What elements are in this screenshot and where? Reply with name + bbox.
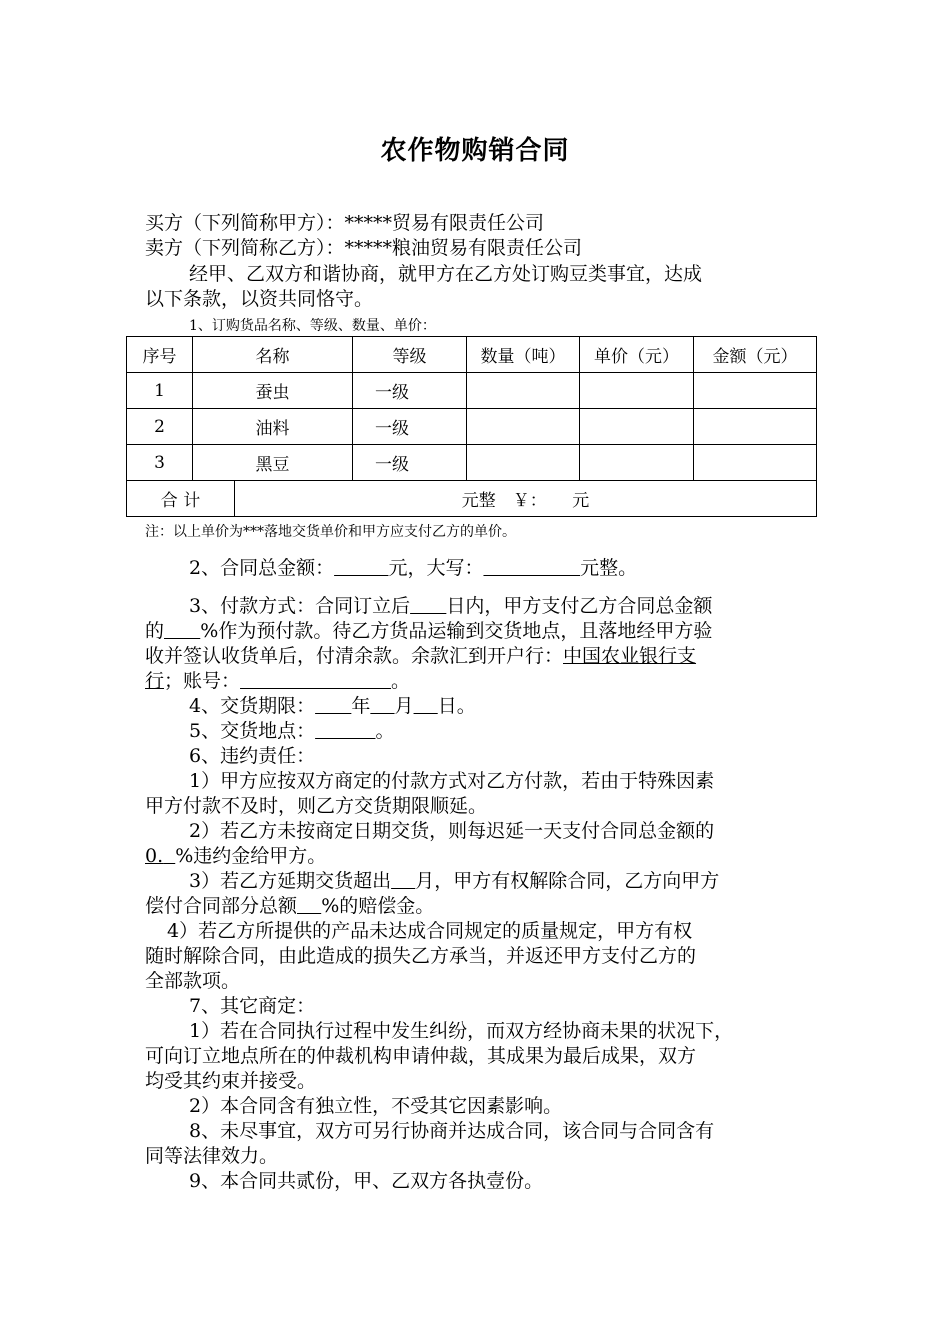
clause-3-line-4 [145,669,410,693]
total-label: 合 计 [127,481,235,517]
clause-3-text: 日内，甲方支付乙方合同总金额 [446,595,713,617]
clause-3-line-3 [145,644,696,668]
clause-6-3-text: 偿付合同部分总额 [145,895,298,917]
clause-7-heading: 7、其它商定： [189,995,316,1017]
clause-6-1-line-2: 甲方付款不及时，则乙方交货期限顺延。 [145,795,488,817]
table-row [127,445,817,481]
table-cell: 黑豆 [193,445,353,481]
clause-6-2-line-1: 2）若乙方未按商定日期交货，则每迟延一天支付合同总金额的 [189,820,715,842]
bank-name: 行 [145,670,165,692]
clause-6-2-text: %违约金给甲方。 [175,845,327,867]
table-cell: 一级 [353,373,467,409]
buyer-line: 买方（下列简称甲方）：*****贸易有限责任公司 [145,212,545,234]
table-cell [467,373,580,409]
clause-6-4-line-2: 随时解除合同，由此造成的损失乙方承当，并返还甲方支付乙方的 [145,945,697,967]
clause-3-text: %作为预付款。待乙方货品运输到交货地点，且落地经甲方验 [200,620,713,642]
table-cell: 1 [127,373,193,409]
table-cell: 一级 [353,409,467,445]
table-cell [467,445,580,481]
clause-3-text: 。 [391,670,411,692]
clause-5 [189,719,395,743]
blank-field[interactable] [483,557,580,579]
table-row [127,373,817,409]
total-value: 元整 ￥： 元 [235,481,817,517]
clause-6-4-line-3: 全部款项。 [145,970,241,992]
blank-field[interactable] [164,620,200,642]
header-cell: 数量（吨） [467,337,580,373]
clause-3-text: 3、付款方式：合同订立后 [189,595,411,617]
blank-field[interactable] [297,895,321,917]
clause-3-line-2 [145,619,712,643]
header-cell: 名称 [193,337,353,373]
clause-6-3-line-2 [145,894,434,918]
blank-field[interactable] [414,695,438,717]
clause-6-heading: 6、违约责任： [189,745,316,767]
clause-6-3-line-1 [189,869,719,893]
clause-7-2: 2）本合同含有独立性，不受其它因素影响。 [189,1095,563,1117]
table-cell [580,445,694,481]
header-cell: 序号 [127,337,193,373]
table-cell: 蚕虫 [193,373,353,409]
table-total-row [127,481,817,517]
table-cell [580,409,694,445]
bank-name: 中国农业银行支 [563,645,697,667]
seller-line: 卖方（下列简称乙方）：*****粮油贸易有限责任公司 [145,237,583,259]
header-cell: 单价（元） [580,337,694,373]
clause-3-text: 收并签认收货单后，付清余款。余款汇到开户行： [145,645,564,667]
clause-6-3-text: 3）若乙方延期交货超出 [189,870,392,892]
blank-field[interactable] [163,845,175,867]
clause-7-1-line-2: 可向订立地点所在的仲裁机构申请仲裁，其成果为最后成果，双方 [145,1045,697,1067]
clause-6-1-line-1: 1）甲方应按双方商定的付款方式对乙方付款，若由于特殊因素 [189,770,715,792]
table-cell [694,409,817,445]
blank-field[interactable] [334,557,388,579]
table-cell: 油料 [193,409,353,445]
clause-3-text: 的 [145,620,165,642]
clause-5-text: 5、交货地点： [189,720,316,742]
clause-2 [189,556,637,580]
goods-table [126,336,817,517]
clause-2-text: 元整。 [580,557,638,579]
header-cell: 金额（元） [694,337,817,373]
table-cell [694,445,817,481]
clause-2-text: 2、合同总金额： [189,557,335,579]
blank-field[interactable] [370,695,394,717]
blank-field[interactable] [410,595,446,617]
clause-6-2-line-2 [145,844,326,868]
clause-2-text: 元，大写： [388,557,484,579]
table-cell [580,373,694,409]
clause-7-1-line-3: 均受其约束并接受。 [145,1070,317,1092]
table-cell [467,409,580,445]
table-row [127,409,817,445]
table-cell: 3 [127,445,193,481]
intro-line-2: 以下条款，以资共同恪守。 [145,288,374,310]
clause-3-line-1 [189,594,712,618]
clause-4-text: 年 [351,695,371,717]
clause-1-heading: 1、订购货品名称、等级、数量、单价： [189,318,436,334]
clause-3-text: ；账号： [164,670,241,692]
table-cell: 一级 [353,445,467,481]
clause-4 [189,694,476,718]
clause-6-3-text: 月，甲方有权解除合同，乙方向甲方 [415,870,720,892]
clause-5-text: 。 [375,720,395,742]
table-cell: 2 [127,409,193,445]
clause-8-line-2: 同等法律效力。 [145,1145,279,1167]
clause-4-text: 4、交货期限： [189,695,316,717]
blank-field[interactable] [315,720,375,742]
intro-line-1: 经甲、乙双方和谐协商，就甲方在乙方处订购豆类事宜，达成 [189,263,703,285]
account-blank[interactable] [240,670,391,692]
clause-9: 9、本合同共贰份，甲、乙双方各执壹份。 [189,1170,544,1192]
rate-value: 0. [145,845,164,867]
clause-4-text: 月 [394,695,414,717]
header-cell: 等级 [353,337,467,373]
table-cell [694,373,817,409]
blank-field[interactable] [315,695,351,717]
clause-6-3-text: %的赔偿金。 [321,895,435,917]
table-note: 注：以上单价为***落地交货单价和甲方应支付乙方的单价。 [145,524,516,540]
table-header-row [127,337,817,373]
clause-6-4-line-1: 4）若乙方所提供的产品未达成合同规定的质量规定，甲方有权 [167,920,693,942]
document-title: 农作物购销合同 [380,136,570,166]
clause-7-1-line-1: 1）若在合同执行过程中发生纠纷，而双方经协商未果的状况下， [189,1020,734,1042]
clause-4-text: 日。 [437,695,476,717]
blank-field[interactable] [391,870,415,892]
clause-8-line-1: 8、未尽事宜，双方可另行协商并达成合同，该合同与合同含有 [189,1120,715,1142]
